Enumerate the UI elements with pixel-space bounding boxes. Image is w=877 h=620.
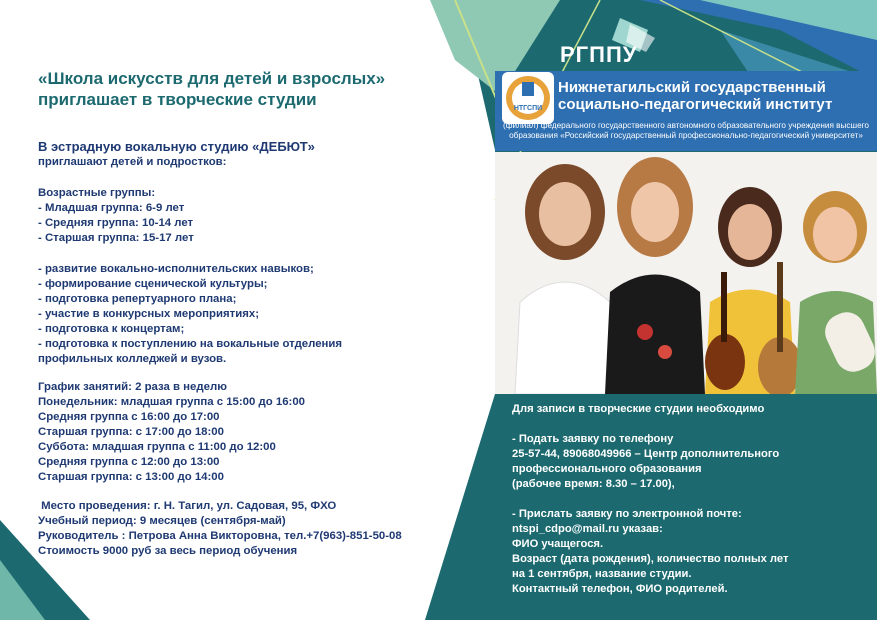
contact-line: профессионального образования <box>512 463 702 475</box>
main-heading-line2: приглашает в творческие студии <box>38 90 317 109</box>
contact-info <box>512 402 872 597</box>
studio-title: В эстрадную вокальную студию «ДЕБЮТ» <box>38 139 315 154</box>
contact-line <box>512 417 872 432</box>
schedule-line: Суббота: младшая группа с 11:00 до 12:00 <box>38 441 276 453</box>
institute-name-line1: Нижнетагильский государственный <box>558 79 826 96</box>
goal-item: - формирование сценической культуры; <box>38 278 268 290</box>
emblem-icon <box>502 72 554 124</box>
contact-line <box>512 492 872 507</box>
contact-line: - Подать заявку по телефону <box>512 433 674 445</box>
goal-item: - развитие вокально-исполнительских навыков; <box>38 263 314 275</box>
age-group-item: - Младшая группа: 6-9 лет <box>38 202 185 214</box>
schedule-line: Понедельник: младшая группа с 15:00 до 16:00 <box>38 396 306 408</box>
schedule-line: Средняя группа с 12:00 до 13:00 <box>38 456 220 468</box>
age-groups-heading: Возрастные группы: <box>38 187 156 199</box>
studio-invite-block <box>38 155 458 170</box>
info-location: Место проведения: г. Н. Тагил, ул. Садовая, 95, ФХО <box>38 500 337 512</box>
main-heading <box>38 68 458 110</box>
contact-line: на 1 сентября, название студии. <box>512 568 692 580</box>
studio-invite: приглашают детей и подростков: <box>38 156 227 168</box>
institute-name-line2: социально-педагогический институт <box>558 96 833 113</box>
goals-list <box>38 262 458 367</box>
goal-item: - подготовка репертуарного плана; <box>38 293 237 305</box>
contact-line: Для записи в творческие студии необходимо <box>512 403 765 415</box>
contact-line: ФИО учащегося. <box>512 538 604 550</box>
schedule-line: График занятий: 2 раза в неделю <box>38 381 227 393</box>
contact-email[interactable]: ntspi_cdpo@mail.ru указав: <box>512 523 663 535</box>
info-period: Учебный период: 9 месяцев (сентября-май) <box>38 515 286 527</box>
goal-item: - участие в конкурсных мероприятиях; <box>38 308 260 320</box>
institute-name <box>558 79 876 113</box>
main-heading-line1: «Школа искусств для детей и взрослых» <box>38 69 386 88</box>
schedule-line: Старшая группа: с 13:00 до 14:00 <box>38 471 224 483</box>
goal-item: - подготовка к поступлению на вокальные отделения <box>38 338 343 350</box>
schedule-line: Средняя группа с 16:00 до 17:00 <box>38 411 220 423</box>
photo-students <box>495 152 877 394</box>
schedule-line: Старшая группа: с 17:00 до 18:00 <box>38 426 224 438</box>
emblem-text: НТГСПИ <box>513 105 543 112</box>
rgppu-logo: РГППУ <box>560 42 638 67</box>
contact-line: Контактный телефон, ФИО родителей. <box>512 583 728 595</box>
info-cost: Стоимость 9000 руб за весь период обучения <box>38 545 298 557</box>
contact-line: Возраст (дата рождения), количество полных лет <box>512 553 789 565</box>
schedule <box>38 380 458 485</box>
info-teacher: Руководитель : Петрова Анна Викторовна, тел.+7(963)-851-50-08 <box>38 530 402 542</box>
institute-emblem <box>502 72 554 124</box>
age-groups <box>38 186 458 246</box>
goal-item: - подготовка к концертам; <box>38 323 185 335</box>
institute-subtitle: (филиал) федерального государственного автономного образовательного учреждения высшего образования «Российский государственный профессионально-педагогический университет» <box>502 121 869 140</box>
photo-image <box>495 152 877 394</box>
age-group-item: - Средняя группа: 10-14 лет <box>38 217 194 229</box>
details-info <box>38 499 458 559</box>
contact-line: (рабочее время: 8.30 – 17.00), <box>512 478 675 490</box>
contact-line: - Прислать заявку по электронной почте: <box>512 508 742 520</box>
contact-line: 25-57-44, 89068049966 – Центр дополнительного <box>512 448 780 460</box>
goal-item: профильных колледжей и вузов. <box>38 353 227 365</box>
age-group-item: - Старшая группа: 15-17 лет <box>38 232 194 244</box>
